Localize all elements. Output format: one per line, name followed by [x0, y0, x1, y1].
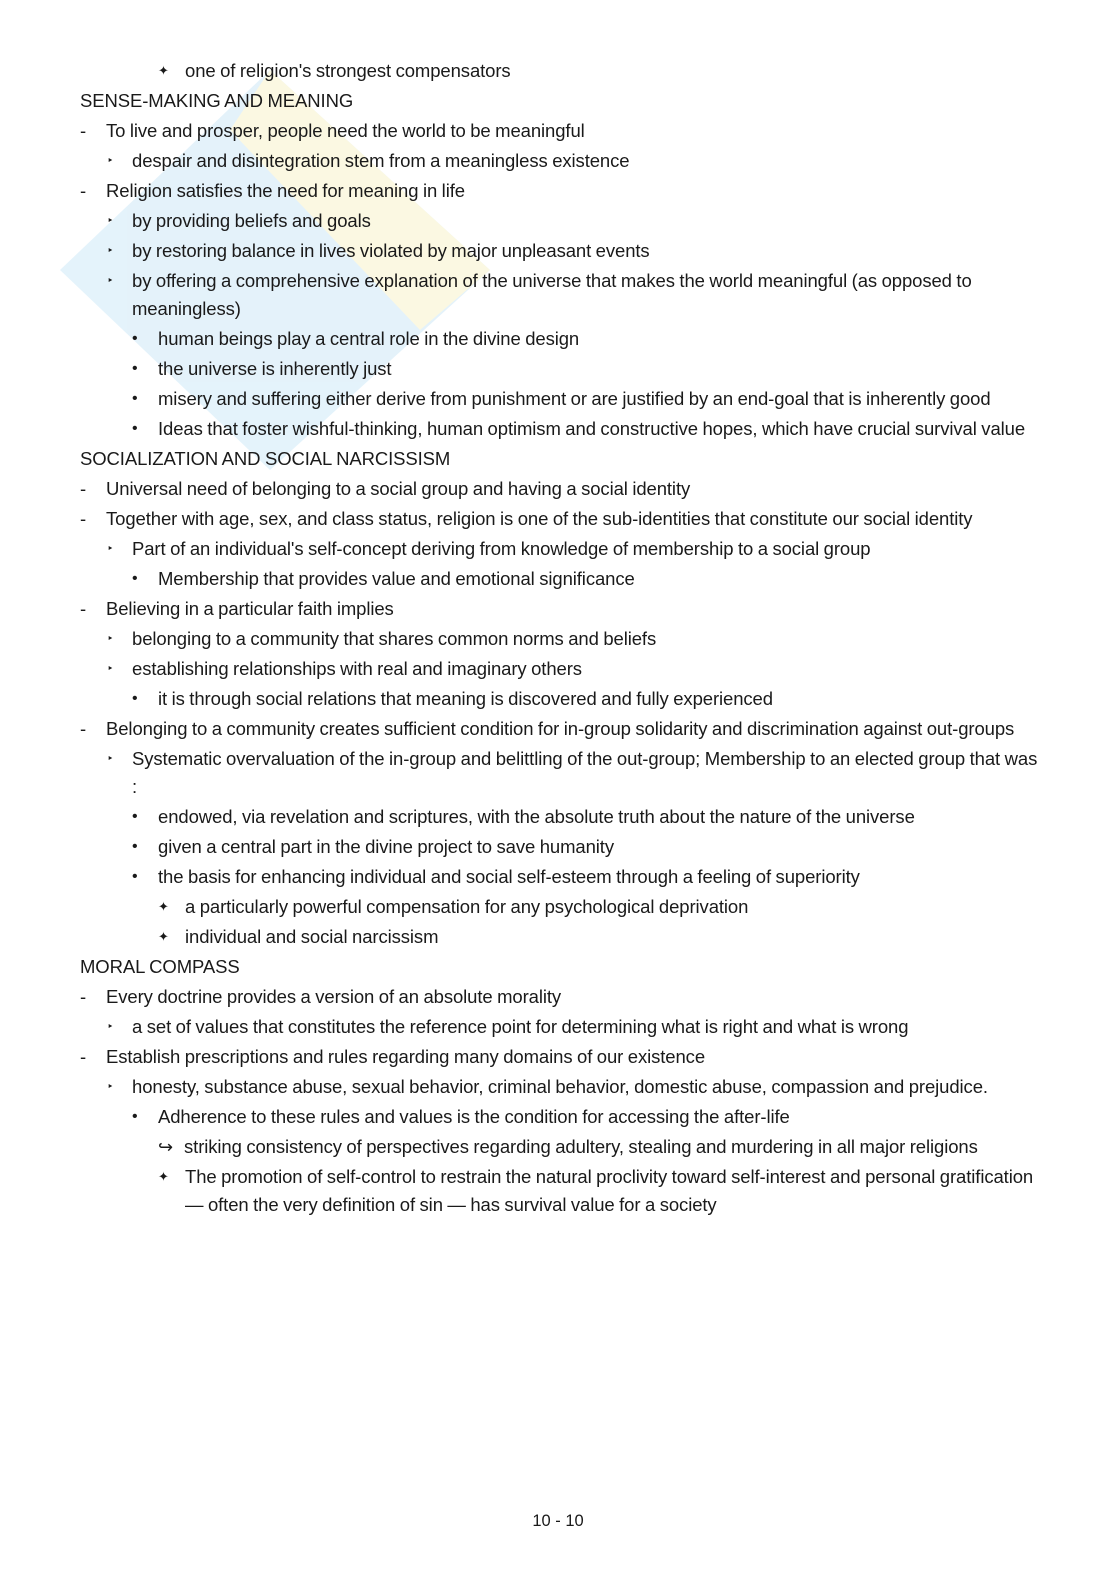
line-text: one of religion's strongest compensators — [185, 60, 511, 81]
bullet-marker-triangle: ‣ — [107, 215, 114, 227]
line-text: given a central part in the divine project to save humanity — [158, 836, 614, 857]
section-heading — [80, 953, 1040, 981]
line-text: Religion satisfies the need for meaning in life — [106, 180, 465, 201]
notes-content — [80, 57, 1040, 1221]
section-heading — [80, 87, 1040, 115]
bullet-marker-bullet: • — [132, 330, 138, 347]
bullet-marker-dash: - — [80, 1046, 87, 1067]
list-item — [80, 325, 1040, 353]
bullet-marker-triangle: ‣ — [107, 543, 114, 555]
bullet-marker-triangle: ‣ — [107, 663, 114, 675]
line-text: Ideas that foster wishful-thinking, human optimism and constructive hopes, which have crucial survival value — [158, 418, 1026, 439]
list-item — [80, 745, 1040, 801]
list-item — [80, 565, 1040, 593]
bullet-marker-triangle: ‣ — [107, 155, 114, 167]
line-text: misery and suffering either derive from punishment or are justified by an end-goal that is inherently good — [158, 388, 991, 409]
bullet-marker-bullet: • — [132, 360, 138, 377]
bullet-marker-dash: - — [80, 718, 87, 739]
bullet-marker-triangle: ‣ — [107, 1021, 114, 1033]
list-item — [80, 715, 1040, 743]
bullet-marker-dash: - — [80, 986, 87, 1007]
list-item — [80, 385, 1040, 413]
bullet-marker-dash: - — [80, 180, 87, 201]
line-text: it is through social relations that meaning is discovered and fully experienced — [158, 688, 773, 709]
list-item — [80, 355, 1040, 383]
list-item — [80, 803, 1040, 831]
bullet-marker-triangle: ‣ — [107, 633, 114, 645]
line-text: The promotion of self-control to restrain the natural proclivity toward self-interest and personal gratification — often the very definition of sin — has survival value for a society — [185, 1166, 1034, 1215]
bullet-marker-bullet: • — [132, 808, 138, 825]
line-text: a set of values that constitutes the reference point for determining what is right and what is wrong — [132, 1016, 909, 1037]
list-item — [80, 983, 1040, 1011]
bullet-marker-bullet: • — [132, 570, 138, 587]
list-item — [80, 535, 1040, 563]
line-text: MORAL COMPASS — [80, 956, 240, 977]
section-heading — [80, 445, 1040, 473]
line-text: by offering a comprehensive explanation of the universe that makes the world meaningful (as opposed to meaningless) — [132, 270, 972, 319]
bullet-marker-bullet: • — [132, 868, 138, 885]
line-text: by restoring balance in lives violated by major unpleasant events — [132, 240, 650, 261]
line-text: a particularly powerful compensation for any psychological deprivation — [185, 896, 749, 917]
line-text: establishing relationships with real and imaginary others — [132, 658, 582, 679]
bullet-marker-bullet: • — [132, 390, 138, 407]
list-item — [80, 893, 1040, 921]
line-text: endowed, via revelation and scriptures, with the absolute truth about the nature of the universe — [158, 806, 915, 827]
list-item — [80, 1133, 1040, 1161]
list-item — [80, 625, 1040, 653]
line-text: Systematic overvaluation of the in-group and belittling of the out-group; Membership to an elected group that was : — [132, 748, 1038, 797]
bullet-marker-triangle: ‣ — [107, 275, 114, 287]
line-text: Together with age, sex, and class status, religion is one of the sub-identities that constitute our social identity — [106, 508, 973, 529]
bullet-marker-dash: - — [80, 508, 87, 529]
line-text: honesty, substance abuse, sexual behavior, criminal behavior, domestic abuse, compassion and prejudice. — [132, 1076, 988, 1097]
list-item — [80, 595, 1040, 623]
bullet-marker-triangle: ‣ — [107, 245, 114, 257]
line-text: despair and disintegration stem from a meaningless existence — [132, 150, 630, 171]
bullet-marker-dash: - — [80, 120, 87, 141]
list-item — [80, 237, 1040, 265]
bullet-marker-bullet: • — [132, 690, 138, 707]
list-item — [80, 1043, 1040, 1071]
line-text: Part of an individual's self-concept deriving from knowledge of membership to a social group — [132, 538, 871, 559]
line-text: Universal need of belonging to a social group and having a social identity — [106, 478, 691, 499]
line-text: the universe is inherently just — [158, 358, 392, 379]
bullet-marker-star: ✦ — [158, 899, 169, 914]
list-item — [80, 505, 1040, 533]
list-item — [80, 415, 1040, 443]
line-text: individual and social narcissism — [185, 926, 439, 947]
line-text: SENSE-MAKING AND MEANING — [80, 90, 354, 111]
bullet-marker-hook: ↪ — [158, 1137, 173, 1157]
bullet-marker-dash: - — [80, 478, 87, 499]
list-item — [80, 685, 1040, 713]
list-item — [80, 147, 1040, 175]
page-number: 10 - 10 — [532, 1512, 584, 1530]
list-item — [80, 177, 1040, 205]
list-item — [80, 923, 1040, 951]
bullet-marker-triangle: ‣ — [107, 1081, 114, 1093]
list-item — [80, 1163, 1040, 1219]
list-item — [80, 1103, 1040, 1131]
bullet-marker-dash: - — [80, 598, 87, 619]
bullet-marker-triangle: ‣ — [107, 753, 114, 765]
line-text: Belonging to a community creates sufficient condition for in-group solidarity and discrimination against out-groups — [106, 718, 1015, 739]
list-item — [80, 267, 1040, 323]
line-text: striking consistency of perspectives regarding adultery, stealing and murdering in all major religions — [184, 1136, 978, 1157]
list-item — [80, 863, 1040, 891]
line-text: by providing beliefs and goals — [132, 210, 371, 231]
line-text: Membership that provides value and emotional significance — [158, 568, 635, 589]
bullet-marker-bullet: • — [132, 838, 138, 855]
line-text: the basis for enhancing individual and social self-esteem through a feeling of superiority — [158, 866, 860, 887]
line-text: Every doctrine provides a version of an absolute morality — [106, 986, 562, 1007]
line-text: human beings play a central role in the divine design — [158, 328, 580, 349]
list-item — [80, 475, 1040, 503]
line-text: SOCIALIZATION AND SOCIAL NARCISSISM — [80, 448, 451, 469]
list-item — [80, 117, 1040, 145]
line-text: Adherence to these rules and values is the condition for accessing the after-life — [158, 1106, 790, 1127]
bullet-marker-bullet: • — [132, 420, 138, 437]
line-text: belonging to a community that shares common norms and beliefs — [132, 628, 657, 649]
list-item — [80, 655, 1040, 683]
line-text: Believing in a particular faith implies — [106, 598, 394, 619]
bullet-marker-star: ✦ — [158, 929, 169, 944]
list-item — [80, 833, 1040, 861]
bullet-marker-bullet: • — [132, 1108, 138, 1125]
bullet-marker-star: ✦ — [158, 1169, 169, 1184]
line-text: Establish prescriptions and rules regarding many domains of our existence — [106, 1046, 706, 1067]
list-item — [80, 207, 1040, 235]
list-item — [80, 1073, 1040, 1101]
list-item — [80, 1013, 1040, 1041]
line-text: To live and prosper, people need the world to be meaningful — [106, 120, 585, 141]
bullet-marker-star: ✦ — [158, 63, 169, 78]
list-item — [80, 57, 1040, 85]
